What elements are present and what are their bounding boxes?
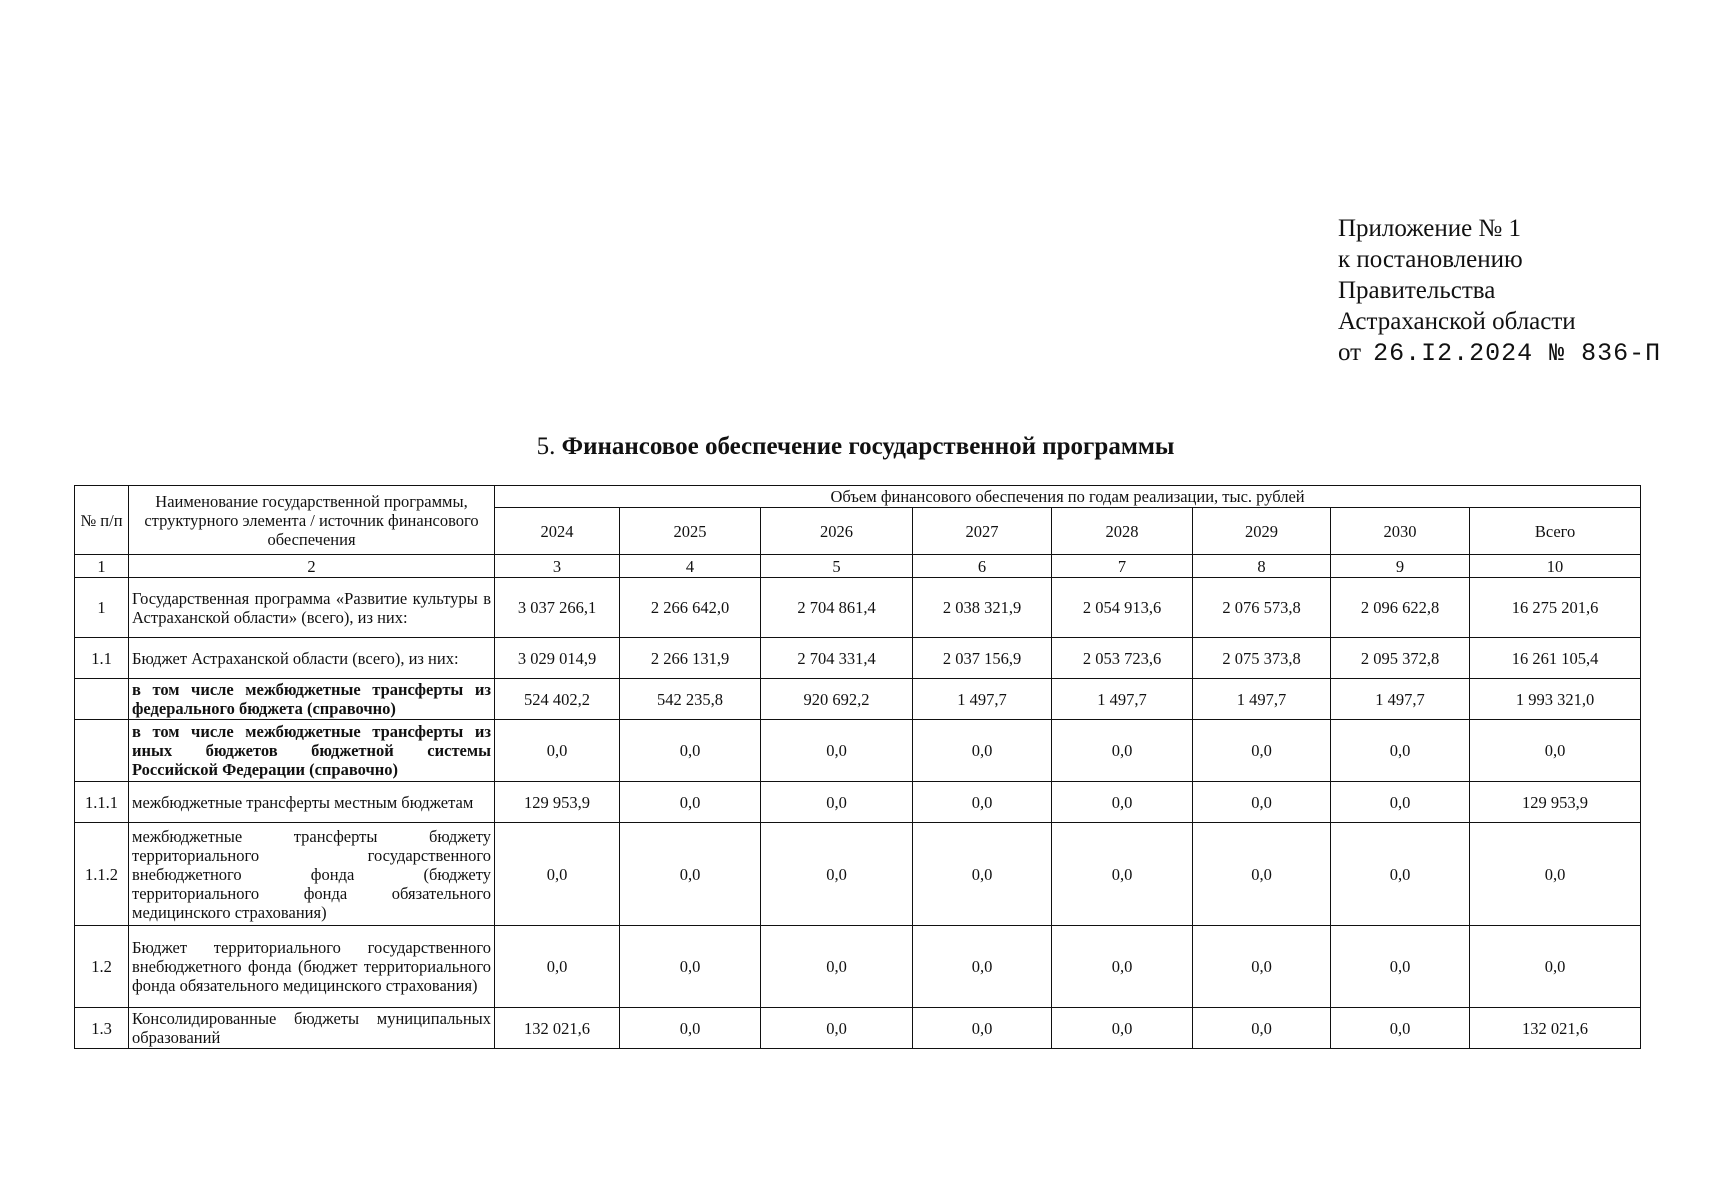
row-value-2027: 0,0: [913, 1008, 1052, 1049]
header-year-5: 2028: [1052, 508, 1193, 555]
annex-date-number: 26.I2.2024 № 836-П: [1373, 339, 1662, 368]
row-name: в том числе межбюджетные трансферты из иных бюджетов бюджетной системы Российской Федерации (справочно): [129, 720, 495, 782]
row-value-2028: 0,0: [1052, 720, 1193, 782]
row-value-2026: 0,0: [761, 926, 913, 1008]
row-value-2024: 524 402,2: [495, 679, 620, 720]
row-value-Всего: 0,0: [1470, 926, 1641, 1008]
row-value-2029: 0,0: [1193, 782, 1331, 823]
header-year-2: 2025: [620, 508, 761, 555]
header-year-6: 2029: [1193, 508, 1331, 555]
row-value-Всего: 0,0: [1470, 823, 1641, 926]
annex-line-2: к постановлению: [1338, 246, 1523, 273]
section-title-text: Финансовое обеспечение государственной программы: [561, 433, 1175, 460]
row-code: 1.1.1: [75, 782, 129, 823]
row-value-Всего: 16 275 201,6: [1470, 578, 1641, 638]
header-year-8: Всего: [1470, 508, 1641, 555]
table-body: [75, 555, 1641, 1049]
column-index-2: 2: [129, 555, 495, 578]
row-name: Бюджет территориального государственного внебюджетного фонда (бюджет территориального фонда обязательного медицинского страхования): [129, 926, 495, 1008]
row-value-2026: 920 692,2: [761, 679, 913, 720]
row-value-2030: 1 497,7: [1331, 679, 1470, 720]
row-value-2025: 0,0: [620, 720, 761, 782]
row-value-2027: 2 038 321,9: [913, 578, 1052, 638]
section-number: 5.: [536, 433, 556, 460]
table-row: [75, 720, 1641, 782]
row-value-2024: 0,0: [495, 926, 620, 1008]
row-value-2024: 3 029 014,9: [495, 638, 620, 679]
row-value-2025: 0,0: [620, 1008, 761, 1049]
row-code: 1.3: [75, 1008, 129, 1049]
annex-date-prefix: от: [1338, 339, 1362, 366]
row-value-2026: 0,0: [761, 720, 913, 782]
table-row: [75, 679, 1641, 720]
column-index-8: 8: [1193, 555, 1331, 578]
row-value-2030: 0,0: [1331, 823, 1470, 926]
row-value-Всего: 132 021,6: [1470, 1008, 1641, 1049]
column-index-1: 1: [75, 555, 129, 578]
row-code: [75, 679, 129, 720]
row-value-2029: 0,0: [1193, 823, 1331, 926]
row-code: [75, 720, 129, 782]
table-row: [75, 926, 1641, 1008]
row-value-2025: 2 266 642,0: [620, 578, 761, 638]
column-index-3: 3: [495, 555, 620, 578]
row-code: 1.2: [75, 926, 129, 1008]
row-value-2029: 0,0: [1193, 926, 1331, 1008]
row-value-2024: 0,0: [495, 720, 620, 782]
table-row: [75, 782, 1641, 823]
row-value-2028: 0,0: [1052, 1008, 1193, 1049]
column-index-5: 5: [761, 555, 913, 578]
section-title: [0, 433, 1711, 461]
column-index-row: [75, 555, 1641, 578]
row-value-2025: 0,0: [620, 823, 761, 926]
row-value-2027: 1 497,7: [913, 679, 1052, 720]
row-value-2024: 129 953,9: [495, 782, 620, 823]
annex-line-4: Астраханской области: [1338, 308, 1576, 335]
column-index-9: 9: [1331, 555, 1470, 578]
annex-title: Приложение № 1: [1338, 215, 1522, 242]
row-value-2027: 0,0: [913, 823, 1052, 926]
row-value-2028: 0,0: [1052, 782, 1193, 823]
row-value-Всего: 129 953,9: [1470, 782, 1641, 823]
row-value-2028: 2 054 913,6: [1052, 578, 1193, 638]
row-value-2030: 0,0: [1331, 720, 1470, 782]
table-row: [75, 1008, 1641, 1049]
column-index-10: 10: [1470, 555, 1641, 578]
row-value-2024: 132 021,6: [495, 1008, 620, 1049]
header-year-4: 2027: [913, 508, 1052, 555]
row-value-2030: 2 096 622,8: [1331, 578, 1470, 638]
row-value-Всего: 1 993 321,0: [1470, 679, 1641, 720]
table-row: [75, 638, 1641, 679]
row-value-2030: 0,0: [1331, 926, 1470, 1008]
row-value-2025: 542 235,8: [620, 679, 761, 720]
row-value-2029: 2 076 573,8: [1193, 578, 1331, 638]
annex-line-3: Правительства: [1338, 277, 1496, 304]
header-volume: Объем финансового обеспечения по годам реализации, тыс. рублей: [495, 486, 1641, 508]
row-value-2027: 2 037 156,9: [913, 638, 1052, 679]
row-value-Всего: 0,0: [1470, 720, 1641, 782]
row-value-2026: 2 704 861,4: [761, 578, 913, 638]
row-value-2025: 0,0: [620, 782, 761, 823]
row-code: 1.1.2: [75, 823, 129, 926]
row-value-2025: 0,0: [620, 926, 761, 1008]
header-year-3: 2026: [761, 508, 913, 555]
row-name: межбюджетные трансферты бюджету территориального государственного внебюджетного фонда (бюджету территориального фонда обязательного медицинского страхования): [129, 823, 495, 926]
row-value-Всего: 16 261 105,4: [1470, 638, 1641, 679]
row-value-2026: 0,0: [761, 823, 913, 926]
row-value-2029: 2 075 373,8: [1193, 638, 1331, 679]
header-year-1: 2024: [495, 508, 620, 555]
row-value-2028: 0,0: [1052, 823, 1193, 926]
row-name: межбюджетные трансферты местным бюджетам: [129, 782, 495, 823]
financing-table: [74, 485, 1641, 1049]
row-name: Бюджет Астраханской области (всего), из них:: [129, 638, 495, 679]
row-value-2030: 0,0: [1331, 782, 1470, 823]
row-value-2030: 0,0: [1331, 1008, 1470, 1049]
annex-date-line: [1338, 337, 1661, 369]
row-value-2029: 1 497,7: [1193, 679, 1331, 720]
row-value-2028: 0,0: [1052, 926, 1193, 1008]
header-name: Наименование государственной программы, структурного элемента / источник финансового обеспечения: [129, 486, 495, 555]
row-value-2026: 2 704 331,4: [761, 638, 913, 679]
row-value-2029: 0,0: [1193, 720, 1331, 782]
header-year-7: 2030: [1331, 508, 1470, 555]
table-row: [75, 823, 1641, 926]
annex-block: [1338, 213, 1661, 369]
row-value-2027: 0,0: [913, 926, 1052, 1008]
column-index-4: 4: [620, 555, 761, 578]
column-index-6: 6: [913, 555, 1052, 578]
row-value-2028: 2 053 723,6: [1052, 638, 1193, 679]
row-value-2029: 0,0: [1193, 1008, 1331, 1049]
row-value-2026: 0,0: [761, 1008, 913, 1049]
row-value-2027: 0,0: [913, 782, 1052, 823]
row-name: Государственная программа «Развитие культуры в Астраханской области» (всего), из них:: [129, 578, 495, 638]
row-value-2025: 2 266 131,9: [620, 638, 761, 679]
row-name: Консолидированные бюджеты муниципальных образований: [129, 1008, 495, 1049]
column-index-7: 7: [1052, 555, 1193, 578]
row-code: 1.1: [75, 638, 129, 679]
row-value-2024: 0,0: [495, 823, 620, 926]
table-row: [75, 578, 1641, 638]
row-value-2028: 1 497,7: [1052, 679, 1193, 720]
header-num: № п/п: [75, 486, 129, 555]
row-code: 1: [75, 578, 129, 638]
row-name: в том числе межбюджетные трансферты из федерального бюджета (справочно): [129, 679, 495, 720]
row-value-2026: 0,0: [761, 782, 913, 823]
row-value-2030: 2 095 372,8: [1331, 638, 1470, 679]
row-value-2024: 3 037 266,1: [495, 578, 620, 638]
row-value-2027: 0,0: [913, 720, 1052, 782]
